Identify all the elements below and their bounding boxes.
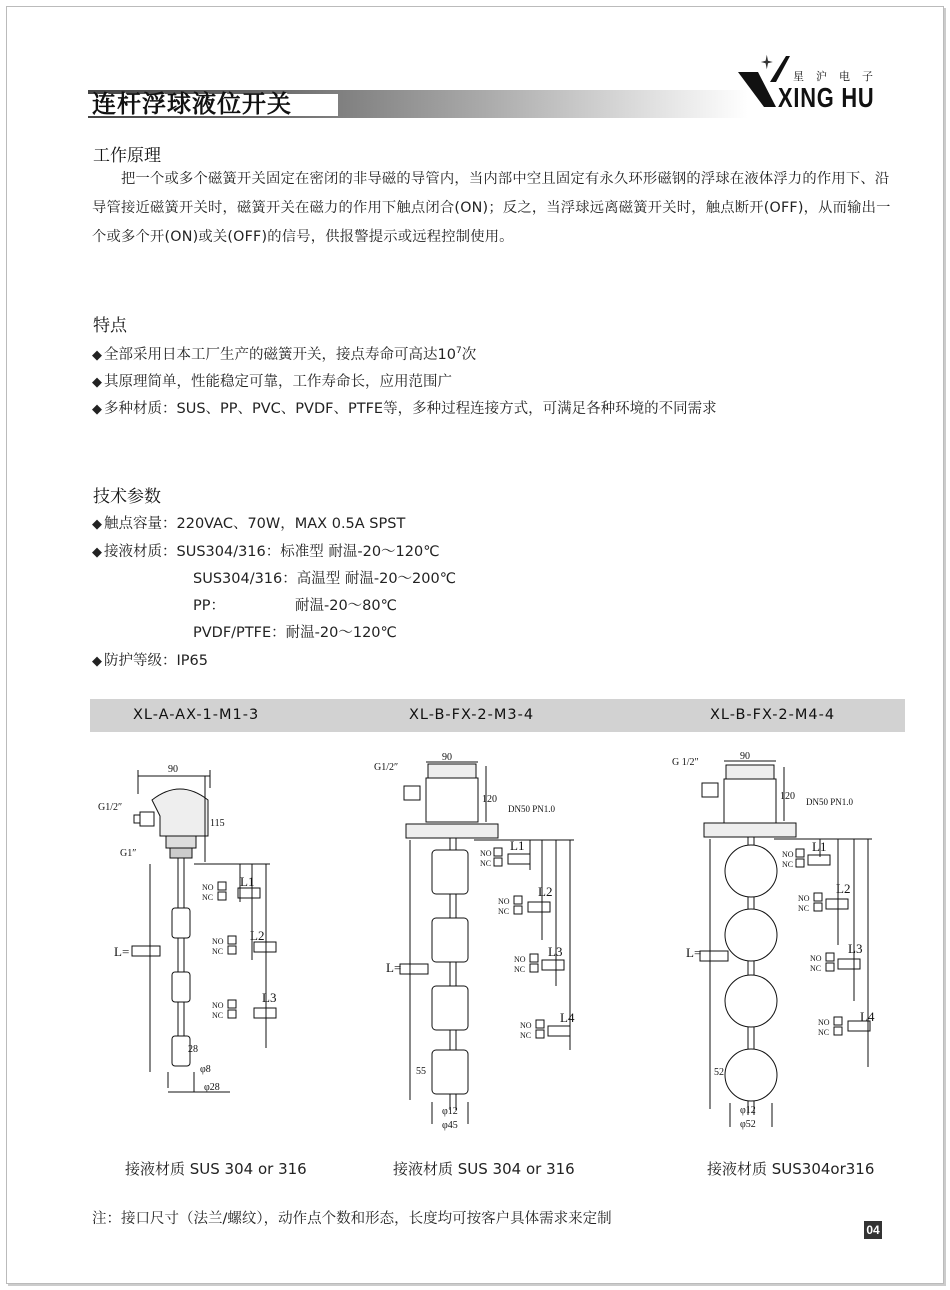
svg-text:NO: NO <box>480 849 492 858</box>
svg-text:DN50 PN1.0: DN50 PN1.0 <box>806 797 854 807</box>
svg-text:φ12: φ12 <box>442 1106 458 1117</box>
svg-text:L1: L1 <box>240 874 255 889</box>
model-caption-3: 接液材质 SUS304or316 <box>707 1160 875 1178</box>
svg-text:120: 120 <box>482 794 497 805</box>
page-number: 04 <box>864 1221 882 1239</box>
diagram-xl-b-fx-2-m4-4 <box>668 745 893 1135</box>
model-name-1: XL-A-AX-1-M1-3 <box>133 707 260 723</box>
svg-text:L4: L4 <box>560 1010 575 1025</box>
diamond-bullet-icon: ◆ <box>92 517 102 532</box>
svg-text:G 1/2″: G 1/2″ <box>672 757 699 768</box>
svg-text:NO: NO <box>514 955 526 964</box>
svg-text:L3: L3 <box>848 941 863 956</box>
svg-text:NO: NO <box>810 954 822 963</box>
svg-text:L2: L2 <box>538 884 553 899</box>
svg-text:G1/2″: G1/2″ <box>374 762 399 773</box>
svg-text:NC: NC <box>818 1028 830 1037</box>
diagram-xl-a-ax-1-m1-3 <box>90 760 290 1100</box>
page-title: 连杆浮球液位开关 <box>92 90 292 118</box>
model-caption-1: 接液材质 SUS 304 or 316 <box>125 1160 307 1178</box>
svg-text:NC: NC <box>480 859 492 868</box>
svg-text:NO: NO <box>818 1018 830 1027</box>
spec-contact-capacity: ◆ 触点容量：220VAC、70W，MAX 0.5A SPST <box>92 516 406 532</box>
svg-text:L1: L1 <box>812 839 827 854</box>
model-name-2: XL-B-FX-2-M3-4 <box>409 707 535 723</box>
svg-text:φ52: φ52 <box>740 1119 756 1130</box>
diamond-bullet-icon: ◆ <box>92 348 102 363</box>
spec-material: ◆ 接液材质：SUS304/316：标准型 耐温-20～120℃ <box>92 544 440 560</box>
svg-text:NO: NO <box>202 883 214 892</box>
feature-item: ◆ 全部采用日本工厂生产的磁簧开关，接点寿命可高达$10^7$次 <box>92 346 477 363</box>
svg-text:NC: NC <box>810 964 822 973</box>
svg-text:NC: NC <box>498 907 510 916</box>
diagram-xl-b-fx-2-m3-4 <box>370 750 590 1135</box>
svg-text:L2: L2 <box>836 881 851 896</box>
svg-text:120: 120 <box>780 791 795 802</box>
svg-text:55: 55 <box>416 1066 426 1077</box>
diamond-bullet-icon: ◆ <box>92 654 102 669</box>
diamond-bullet-icon: ◆ <box>92 402 102 417</box>
feature-item: ◆ 其原理简单，性能稳定可靠，工作寿命长，应用范围广 <box>92 374 452 390</box>
svg-text:φ12: φ12 <box>740 1105 756 1116</box>
logo-chinese: 星沪电子 <box>793 70 885 83</box>
features-heading: 特点 <box>93 316 127 336</box>
svg-text:90: 90 <box>740 751 750 762</box>
svg-text:NC: NC <box>212 1011 224 1020</box>
svg-text:φ8: φ8 <box>200 1064 211 1075</box>
svg-text:φ45: φ45 <box>442 1120 458 1131</box>
svg-text:28: 28 <box>188 1044 198 1055</box>
svg-text:φ28: φ28 <box>204 1082 220 1093</box>
spec-protection: ◆ 防护等级：IP65 <box>92 653 208 669</box>
svg-text:L2: L2 <box>250 928 265 943</box>
svg-text:L=: L= <box>386 960 402 975</box>
svg-text:NC: NC <box>782 860 794 869</box>
svg-text:NC: NC <box>212 947 224 956</box>
svg-text:NC: NC <box>798 904 810 913</box>
svg-text:L1: L1 <box>510 838 525 853</box>
svg-text:NO: NO <box>498 897 510 906</box>
svg-text:NC: NC <box>520 1031 532 1040</box>
principle-heading: 工作原理 <box>93 146 161 166</box>
svg-text:L=: L= <box>114 944 130 959</box>
svg-text:NO: NO <box>798 894 810 903</box>
svg-text:115: 115 <box>210 818 225 829</box>
svg-text:NO: NO <box>212 937 224 946</box>
model-caption-2: 接液材质 SUS 304 or 316 <box>393 1160 575 1178</box>
custom-note: 注：接口尺寸（法兰/螺纹），动作点个数和形态，长度均可按客户具体需求来定制 <box>92 1211 612 1227</box>
svg-text:L3: L3 <box>548 944 563 959</box>
svg-text:NC: NC <box>514 965 526 974</box>
svg-text:L3: L3 <box>262 990 277 1005</box>
svg-text:G1/2″: G1/2″ <box>98 802 123 813</box>
svg-text:NC: NC <box>202 893 214 902</box>
svg-text:G1″: G1″ <box>120 848 137 859</box>
diamond-bullet-icon: ◆ <box>92 545 102 560</box>
svg-text:L=: L= <box>686 945 702 960</box>
svg-text:NO: NO <box>212 1001 224 1010</box>
svg-text:L4: L4 <box>860 1009 875 1024</box>
svg-text:NO: NO <box>782 850 794 859</box>
feature-item: ◆ 多种材质：SUS、PP、PVC、PVDF、PTFE等，多种过程连接方式，可满足各种环境的不同需求 <box>92 401 717 417</box>
spec-material-3-label: PP： <box>193 598 225 614</box>
svg-text:NO: NO <box>520 1021 532 1030</box>
spec-material-4: PVDF/PTFE：耐温-20～120℃ <box>193 625 397 641</box>
spec-material-2: SUS304/316：高温型 耐温-20～200℃ <box>193 571 457 587</box>
diamond-bullet-icon: ◆ <box>92 375 102 390</box>
svg-text:52: 52 <box>714 1067 724 1078</box>
spec-material-3-value: 耐温-20～80℃ <box>295 598 397 614</box>
specs-heading: 技术参数 <box>93 487 161 507</box>
svg-text:90: 90 <box>442 752 452 763</box>
svg-text:90: 90 <box>168 764 178 775</box>
principle-text: 把一个或多个磁簧开关固定在密闭的非导磁的导管内，当内部中空且固定有永久环形磁钢的浮球在液体浮力的作用下、沿导管接近磁簧开关时，磁簧开关在磁力的作用下触点闭合(ON)；反之，当浮球远离磁簧开关时，触点断开(OFF)，从而输出一个或多个开(ON)或关(OFF)的信号，供报警提示或远程控制使用。 <box>92 171 891 245</box>
model-name-3: XL-B-FX-2-M4-4 <box>710 707 836 723</box>
svg-text:DN50 PN1.0: DN50 PN1.0 <box>508 804 556 814</box>
logo-english: XING HU <box>778 82 875 113</box>
